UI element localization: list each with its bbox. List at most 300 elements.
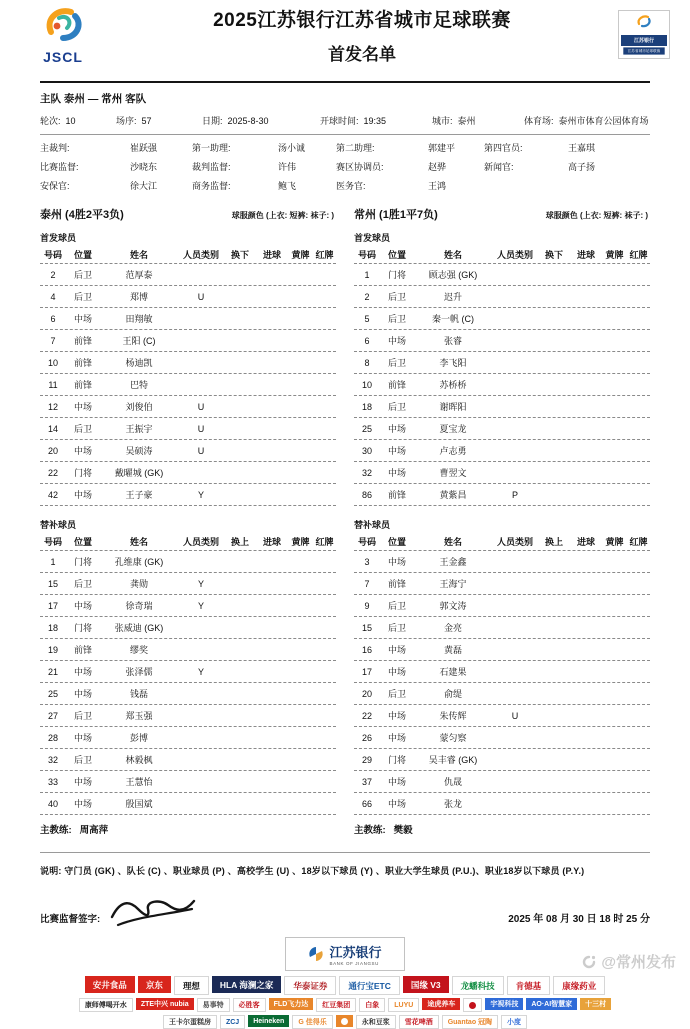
player-number: 10 xyxy=(361,379,372,390)
player-category: Y xyxy=(197,600,204,611)
player-number: 12 xyxy=(47,401,58,412)
player-name: 巴特 xyxy=(129,380,148,390)
away-starters-label: 首发球员 xyxy=(354,233,391,243)
watermark-text: @常州发布 xyxy=(601,954,676,971)
player-position: 中场 xyxy=(387,777,406,787)
column-header: 进球 xyxy=(576,250,595,260)
player-number: 26 xyxy=(361,732,372,743)
player-row xyxy=(40,308,336,330)
away-subs-label: 替补球员 xyxy=(354,520,391,530)
player-number: 16 xyxy=(361,644,372,655)
player-number: 29 xyxy=(361,754,372,765)
info-value: 2025-8-30 xyxy=(227,116,269,126)
column-header: 号码 xyxy=(43,537,62,547)
player-name: 张泽儒 xyxy=(125,667,153,677)
info-divider xyxy=(40,134,650,135)
match-info-item xyxy=(40,114,116,127)
column-header: 人员类别 xyxy=(496,537,533,547)
column-header: 人员类别 xyxy=(496,250,533,260)
player-table-header xyxy=(40,533,336,551)
home-kit-line: 球服颜色 (上衣: 短裤: 袜子: ) xyxy=(231,211,334,220)
sponsor-logo xyxy=(463,998,482,1012)
badge-swirl-icon xyxy=(635,14,653,28)
column-header: 进球 xyxy=(576,537,595,547)
player-name: 张威迪 (GK) xyxy=(114,623,164,633)
player-name: 王阳 (C) xyxy=(122,336,156,346)
bank-of-jiangsu-logo xyxy=(285,937,405,971)
player-name: 孔维康 (GK) xyxy=(114,557,164,567)
player-row xyxy=(354,727,650,749)
player-number: 5 xyxy=(364,313,370,324)
player-number: 20 xyxy=(47,445,58,456)
player-position: 门将 xyxy=(387,755,406,765)
player-row xyxy=(40,330,336,352)
officials-row xyxy=(40,179,650,192)
player-name: 钱磊 xyxy=(129,689,148,699)
player-row xyxy=(354,308,650,330)
officials-row xyxy=(40,160,650,173)
column-header: 号码 xyxy=(43,250,62,260)
supervisor-signature-label: 比赛监督签字: xyxy=(40,914,101,925)
league-logo xyxy=(20,4,106,65)
player-name: 张龙 xyxy=(443,799,462,809)
home-team-panel xyxy=(40,206,336,836)
column-header: 位置 xyxy=(73,537,92,547)
player-row xyxy=(354,595,650,617)
info-label: 轮次: xyxy=(40,116,61,126)
player-number: 1 xyxy=(50,556,56,567)
player-number: 18 xyxy=(361,401,372,412)
sponsor-logo: 康师傅喝开水 xyxy=(79,998,133,1012)
player-number: 40 xyxy=(47,798,58,809)
sponsor-logo: 十三村 xyxy=(580,998,611,1010)
player-row xyxy=(354,462,650,484)
column-header: 换上 xyxy=(544,537,563,547)
player-name: 郑玉强 xyxy=(125,711,153,721)
column-header: 黄牌 xyxy=(605,537,624,547)
player-name: 仇晟 xyxy=(443,777,462,787)
player-row xyxy=(354,484,650,506)
player-number: 37 xyxy=(361,776,372,787)
player-name: 石建果 xyxy=(439,667,467,677)
column-header: 红牌 xyxy=(629,250,648,260)
player-position: 后卫 xyxy=(387,402,406,412)
sponsor-logo: Guantao 冠陶 xyxy=(442,1015,498,1029)
player-position: 后卫 xyxy=(73,755,92,765)
player-number: 22 xyxy=(47,467,58,478)
player-name: 郑博 xyxy=(129,292,148,302)
player-name: 蒙匀察 xyxy=(439,733,467,743)
player-position: 中场 xyxy=(387,799,406,809)
player-number: 4 xyxy=(50,291,56,302)
official-label: 比赛监督: xyxy=(40,162,79,172)
player-name: 王慧怡 xyxy=(125,777,153,787)
away-team-panel xyxy=(354,206,650,836)
player-number: 10 xyxy=(47,357,58,368)
player-number: 17 xyxy=(361,666,372,677)
player-position: 前锋 xyxy=(73,645,92,655)
column-header: 姓名 xyxy=(129,537,148,547)
player-row xyxy=(354,573,650,595)
player-name: 龚勋 xyxy=(129,579,148,589)
player-number: 15 xyxy=(47,578,58,589)
info-value: 19:35 xyxy=(363,116,387,126)
player-position: 中场 xyxy=(387,446,406,456)
sponsor-logo: 肯德基 xyxy=(507,976,551,995)
player-name: 谢晖阳 xyxy=(439,402,467,412)
player-name: 黄磊 xyxy=(443,645,462,655)
home-starters-label: 首发球员 xyxy=(40,233,77,243)
player-row xyxy=(40,771,336,793)
sponsor-logo: 雪花啤酒 xyxy=(399,1015,439,1029)
player-position: 门将 xyxy=(73,468,92,478)
player-position: 后卫 xyxy=(387,314,406,324)
official-name: 徐大江 xyxy=(130,181,158,191)
player-position: 中场 xyxy=(73,490,92,500)
player-number: 11 xyxy=(48,379,58,390)
player-row xyxy=(40,264,336,286)
notes-line: 说明: 守门员 (GK) 、队长 (C) 、职业球员 (P) 、高校学生 (U) 、18岁以下球员 (Y) 、职业大学生球员 (P.U.)、职业18岁以下球员 (P.Y.) xyxy=(40,866,585,876)
home-team-title: 泰州 (4胜2平3负) xyxy=(40,209,124,221)
column-header: 姓名 xyxy=(443,537,462,547)
player-category: Y xyxy=(197,666,204,677)
column-header: 人员类别 xyxy=(182,537,219,547)
player-row xyxy=(354,639,650,661)
watermark xyxy=(581,951,676,972)
player-row xyxy=(40,374,336,396)
player-position: 中场 xyxy=(73,402,92,412)
player-position: 中场 xyxy=(73,799,92,809)
sponsor-logo: 安井食品 xyxy=(85,976,135,993)
player-row xyxy=(354,286,650,308)
player-number: 33 xyxy=(47,776,58,787)
sponsor-rows xyxy=(40,976,650,1029)
info-label: 体育场: xyxy=(524,116,554,126)
player-row xyxy=(40,440,336,462)
player-name: 王振宇 xyxy=(125,424,153,434)
player-name: 林毅枫 xyxy=(125,755,153,765)
column-header: 号码 xyxy=(357,537,376,547)
player-name: 吴硕涛 xyxy=(125,446,153,456)
sponsor-logo: 途虎养车 xyxy=(422,998,460,1010)
player-position: 中场 xyxy=(387,424,406,434)
sponsor-logo: 王卡尔蛋糕房 xyxy=(163,1015,217,1029)
home-team-header xyxy=(40,206,336,222)
sponsor-logo: 通行宝ETC xyxy=(339,976,400,995)
info-label: 场序: xyxy=(116,116,137,126)
teams-line: 主队 泰州 — 常州 客队 xyxy=(40,93,147,105)
player-row xyxy=(40,573,336,595)
doc-title: 首发名单 xyxy=(328,44,396,64)
home-coach-name: 周高萍 xyxy=(79,825,109,836)
player-row xyxy=(40,661,336,683)
player-row xyxy=(354,705,650,727)
player-category: U xyxy=(197,401,205,412)
player-number: 2 xyxy=(50,269,56,280)
player-name: 秦一帆 (C) xyxy=(432,314,474,324)
official-name: 王鸿 xyxy=(428,181,447,191)
away-starters-table xyxy=(354,246,650,506)
player-number: 15 xyxy=(361,622,372,633)
player-position: 后卫 xyxy=(73,292,92,302)
player-name: 吴丰睿 (GK) xyxy=(428,755,478,765)
player-position: 中场 xyxy=(387,336,406,346)
player-position: 中场 xyxy=(387,667,406,677)
watermark-icon xyxy=(581,954,597,970)
player-position: 门将 xyxy=(73,623,92,633)
player-position: 中场 xyxy=(387,711,406,721)
player-row xyxy=(354,418,650,440)
player-name: 徐奇瑞 xyxy=(125,601,153,611)
title-block xyxy=(106,5,618,65)
player-position: 前锋 xyxy=(387,579,406,589)
player-row xyxy=(354,396,650,418)
official-label: 第一助理: xyxy=(192,143,231,153)
sponsor-row xyxy=(40,976,650,995)
player-position: 后卫 xyxy=(73,270,92,280)
column-header: 红牌 xyxy=(315,537,334,547)
player-row xyxy=(40,639,336,661)
away-subs-table xyxy=(354,533,650,815)
player-category: U xyxy=(197,291,205,302)
player-position: 后卫 xyxy=(73,424,92,434)
player-position: 中场 xyxy=(73,733,92,743)
sponsor-logo: LUYU xyxy=(388,998,419,1012)
sponsor-row xyxy=(40,1015,650,1029)
player-row xyxy=(354,661,650,683)
home-starters-table xyxy=(40,246,336,506)
official-name: 汤小诚 xyxy=(278,143,306,153)
player-position: 中场 xyxy=(387,557,406,567)
player-number: 20 xyxy=(361,688,372,699)
player-number: 32 xyxy=(47,754,58,765)
lineup-sheet xyxy=(0,4,690,1026)
player-category: U xyxy=(197,445,205,456)
player-position: 前锋 xyxy=(387,380,406,390)
sponsor-logo: 龙蟠科技 xyxy=(452,976,504,995)
player-name: 朱传辉 xyxy=(439,711,467,721)
player-position: 中场 xyxy=(73,667,92,677)
match-info-item xyxy=(320,114,432,127)
column-header: 号码 xyxy=(357,250,376,260)
away-coach-line xyxy=(354,822,650,836)
player-position: 后卫 xyxy=(387,292,406,302)
away-team-header xyxy=(354,206,650,222)
player-category: Y xyxy=(197,578,204,589)
player-row xyxy=(40,683,336,705)
header xyxy=(20,4,670,65)
player-position: 前锋 xyxy=(73,380,92,390)
bank-mark-icon xyxy=(308,946,324,962)
bank-badge xyxy=(618,10,670,59)
sponsor-logo: FLD飞力达 xyxy=(269,998,314,1010)
player-row xyxy=(40,749,336,771)
official-label: 安保官: xyxy=(40,181,70,191)
player-name: 范厚泰 xyxy=(125,270,153,280)
player-position: 后卫 xyxy=(387,689,406,699)
player-position: 后卫 xyxy=(73,711,92,721)
player-position: 中场 xyxy=(73,689,92,699)
column-header: 位置 xyxy=(387,537,406,547)
official-name: 许伟 xyxy=(278,162,297,172)
column-header: 换下 xyxy=(544,250,563,260)
column-header: 换下 xyxy=(230,250,249,260)
player-table-header xyxy=(354,533,650,551)
player-row xyxy=(40,462,336,484)
player-position: 中场 xyxy=(73,446,92,456)
player-name: 曹翌文 xyxy=(439,468,467,478)
official-label: 主裁判: xyxy=(40,143,70,153)
match-info-item xyxy=(432,114,524,127)
sponsor-logo: ZCJ xyxy=(220,1015,245,1029)
player-category: Y xyxy=(197,489,204,500)
player-name: 刘俊伯 xyxy=(125,402,153,412)
sponsor-logo: ZTE中兴 nubia xyxy=(136,998,194,1010)
player-row xyxy=(40,727,336,749)
header-divider xyxy=(40,81,650,83)
player-number: 14 xyxy=(47,423,58,434)
player-name: 黄紫昌 xyxy=(439,490,467,500)
bank-name-cn: 江苏银行 xyxy=(329,945,382,960)
player-number: 7 xyxy=(50,335,56,346)
away-coach-label: 主教练: xyxy=(354,825,386,836)
column-header: 红牌 xyxy=(629,537,648,547)
sponsor-logo: 白象 xyxy=(359,998,385,1012)
player-row xyxy=(354,551,650,573)
player-name: 俞缇 xyxy=(443,689,462,699)
player-number: 42 xyxy=(47,489,58,500)
official-label: 医务官: xyxy=(336,181,366,191)
signature-row xyxy=(40,893,650,931)
player-name: 夏宝龙 xyxy=(439,424,467,434)
sponsor-logo: 国缘 V3 xyxy=(403,976,449,993)
official-label: 第四官员: xyxy=(484,143,523,153)
column-header: 黄牌 xyxy=(605,250,624,260)
player-number: 18 xyxy=(47,622,58,633)
player-row xyxy=(354,771,650,793)
info-value: 泰州市体育公园体育场 xyxy=(558,116,649,126)
player-name: 李飞阳 xyxy=(439,358,467,368)
player-number: 28 xyxy=(47,732,58,743)
player-name: 郭文涛 xyxy=(439,601,467,611)
sponsor-logo: 小度 xyxy=(501,1015,527,1029)
player-row xyxy=(354,683,650,705)
away-kit-line: 球服颜色 (上衣: 短裤: 袜子: ) xyxy=(545,211,648,220)
official-name: 郭建平 xyxy=(428,143,456,153)
sponsor-logo: Heineken xyxy=(248,1015,289,1027)
sponsor-logo: 红豆集团 xyxy=(316,998,356,1012)
player-position: 前锋 xyxy=(73,358,92,368)
player-name: 王金鑫 xyxy=(439,557,467,567)
player-name: 杨迪凯 xyxy=(125,358,153,368)
sponsor-logo: 宇视科技 xyxy=(485,998,523,1010)
player-position: 中场 xyxy=(387,645,406,655)
player-row xyxy=(40,352,336,374)
official-label: 裁判监督: xyxy=(192,162,231,172)
sponsor-logo: 易事特 xyxy=(197,998,230,1012)
column-header: 换上 xyxy=(230,537,249,547)
player-name: 彭博 xyxy=(129,733,148,743)
player-number: 22 xyxy=(361,710,372,721)
player-row xyxy=(40,551,336,573)
official-label: 第二助理: xyxy=(336,143,375,153)
player-row xyxy=(40,396,336,418)
player-number: 6 xyxy=(50,313,56,324)
player-row xyxy=(354,330,650,352)
player-position: 中场 xyxy=(73,777,92,787)
player-row xyxy=(40,595,336,617)
officials-row xyxy=(40,141,650,154)
player-number: 3 xyxy=(364,556,370,567)
player-row xyxy=(354,617,650,639)
official-name: 沙晓东 xyxy=(130,162,158,172)
player-position: 中场 xyxy=(387,733,406,743)
player-position: 后卫 xyxy=(387,601,406,611)
official-name: 崔跃强 xyxy=(130,143,158,153)
player-name: 田翔敏 xyxy=(125,314,153,324)
player-row xyxy=(354,264,650,286)
player-number: 1 xyxy=(364,269,370,280)
column-header: 黄牌 xyxy=(291,250,310,260)
player-category: P xyxy=(511,489,518,500)
player-table-header xyxy=(354,246,650,264)
player-number: 27 xyxy=(47,710,58,721)
player-number: 6 xyxy=(364,335,370,346)
info-label: 城市: xyxy=(432,116,453,126)
sponsor-dot-icon xyxy=(469,1002,476,1009)
player-row xyxy=(40,484,336,506)
column-header: 人员类别 xyxy=(182,250,219,260)
sponsor-logo: 永和豆浆 xyxy=(356,1015,396,1029)
player-name: 卢志勇 xyxy=(439,446,467,456)
jscl-swirl-icon xyxy=(37,4,89,46)
player-row xyxy=(40,705,336,727)
player-number: 32 xyxy=(361,467,372,478)
away-coach-name: 樊毅 xyxy=(393,825,413,836)
column-header: 进球 xyxy=(262,250,281,260)
player-table-header xyxy=(40,246,336,264)
player-number: 86 xyxy=(361,489,372,500)
sponsor-logo: HLA 海澜之家 xyxy=(212,976,282,993)
badge-subtitle: 江苏省城市足球联赛 xyxy=(623,47,664,54)
official-label: 赛区协调员: xyxy=(336,162,384,172)
player-row xyxy=(354,352,650,374)
player-number: 7 xyxy=(364,578,370,589)
bank-name-en: BANK OF JIANGSU xyxy=(329,961,379,966)
player-row xyxy=(40,286,336,308)
sponsor-logo: 康缘药业 xyxy=(553,976,605,995)
official-name: 高子扬 xyxy=(568,162,596,172)
match-info-item xyxy=(116,114,202,127)
player-number: 2 xyxy=(364,291,370,302)
notes-divider xyxy=(40,852,650,853)
player-name: 殷国斌 xyxy=(125,799,153,809)
sponsor-logo xyxy=(336,1015,353,1027)
sponsor-logo: AO·AI智慧家 xyxy=(526,998,577,1010)
player-row xyxy=(40,617,336,639)
player-number: 21 xyxy=(47,666,58,677)
home-coach-line xyxy=(40,822,336,836)
player-position: 后卫 xyxy=(387,358,406,368)
player-position: 中场 xyxy=(73,314,92,324)
official-name: 鲍飞 xyxy=(278,181,297,191)
info-label: 日期: xyxy=(202,116,223,126)
player-number: 8 xyxy=(364,357,370,368)
match-info-item xyxy=(202,114,320,127)
player-name: 金亮 xyxy=(443,623,462,633)
sponsor-logo: 理想 xyxy=(174,976,209,995)
player-category: U xyxy=(197,423,205,434)
